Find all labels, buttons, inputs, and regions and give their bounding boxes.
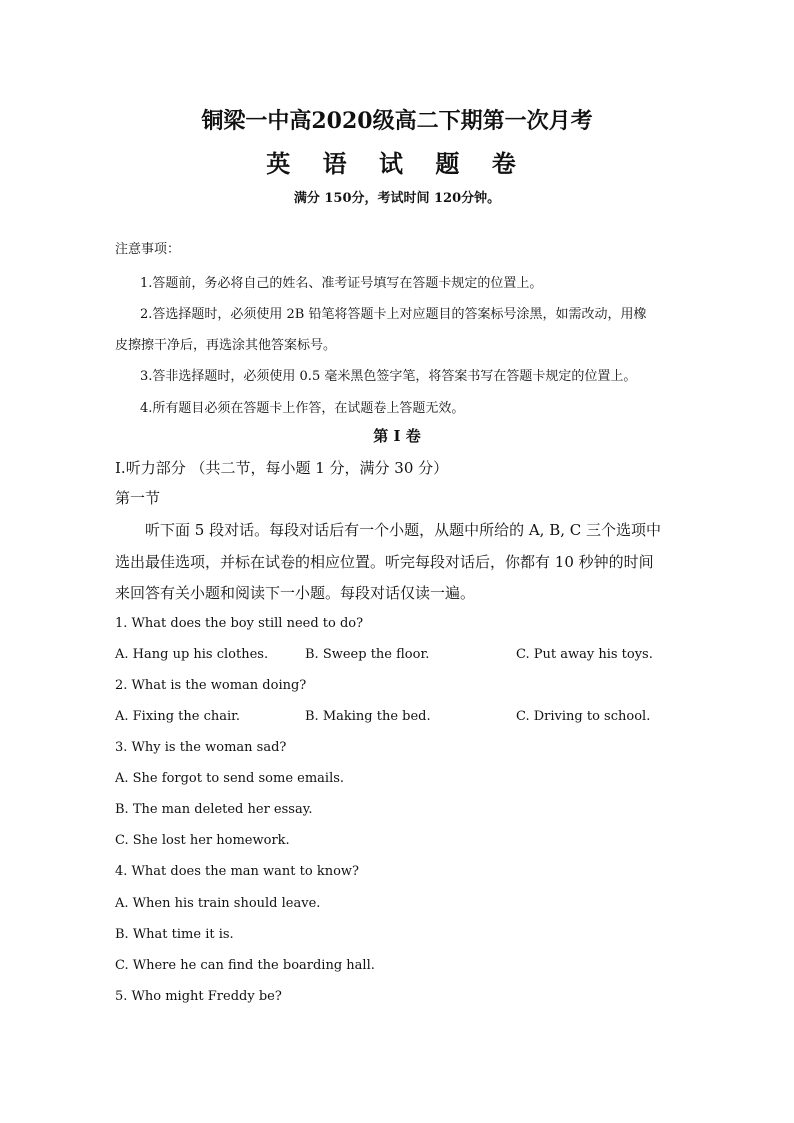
instruction-line: 来回答有关小题和阅读下一小题。每段对话仅读一遍。: [115, 584, 476, 602]
note-item: 3.答非选择题时，必须使用 0.5 毫米黑色签字笔，将答案书写在答题卡规定的位置上。: [140, 369, 637, 384]
option-a: A. She forgot to send some emails.: [115, 771, 345, 786]
option-a: A. Fixing the chair.: [115, 709, 241, 724]
question-2: 2. What is the woman doing?: [115, 678, 307, 693]
question-5: 5. Who might Freddy be?: [115, 989, 282, 1004]
question-1: 1. What does the boy still need to do?: [115, 616, 364, 631]
option-b: B. The man deleted her essay.: [115, 802, 313, 817]
option-c: C. She lost her homework.: [115, 833, 290, 848]
option-c: C. Put away his toys.: [516, 647, 653, 662]
section-title: 第 I 卷: [373, 427, 421, 445]
notes-heading: 注意事项：: [115, 242, 181, 257]
instruction-line: 听下面 5 段对话。每段对话后有一个小题，从题中所给的 A, B, C 三个选项中: [145, 521, 662, 539]
question-4: 4. What does the man want to know?: [115, 864, 359, 879]
exam-title: 铜梁一中高2020级高二下期第一次月考: [201, 108, 593, 134]
note-item: 2.答选择题时，必须使用 2B 铅笔将答题卡上对应题目的答案标号涂黑，如需改动，用橡: [140, 307, 647, 322]
option-b: B. Making the bed.: [305, 709, 431, 724]
instruction-line: 选出最佳选项，并标在试卷的相应位置。听完每段对话后，你都有 10 秒钟的时间: [115, 553, 654, 571]
option-c: C. Driving to school.: [516, 709, 651, 724]
exam-info: 满分 150分，考试时间 120分钟。: [293, 191, 501, 206]
option-c: C. Where he can find the boarding hall.: [115, 958, 375, 973]
option-b: B. What time it is.: [115, 927, 234, 942]
note-item: 1.答题前，务必将自己的姓名、准考证号填写在答题卡规定的位置上。: [140, 276, 543, 291]
subsection-heading: 第一节: [115, 489, 161, 507]
question-3: 3. Why is the woman sad?: [115, 740, 287, 755]
note-item: 4.所有题目必须在答题卡上作答，在试题卷上答题无效。: [140, 401, 465, 416]
exam-subject: 英 语 试 题 卷: [266, 149, 528, 178]
option-a: A. When his train should leave.: [115, 896, 321, 911]
part-heading: Ⅰ.听力部分 （共二节，每小题 1 分，满分 30 分）: [115, 459, 449, 477]
option-b: B. Sweep the floor.: [305, 647, 430, 662]
option-a: A. Hang up his clothes.: [115, 647, 269, 662]
note-item: 皮擦擦干净后，再选涂其他答案标号。: [115, 338, 337, 353]
